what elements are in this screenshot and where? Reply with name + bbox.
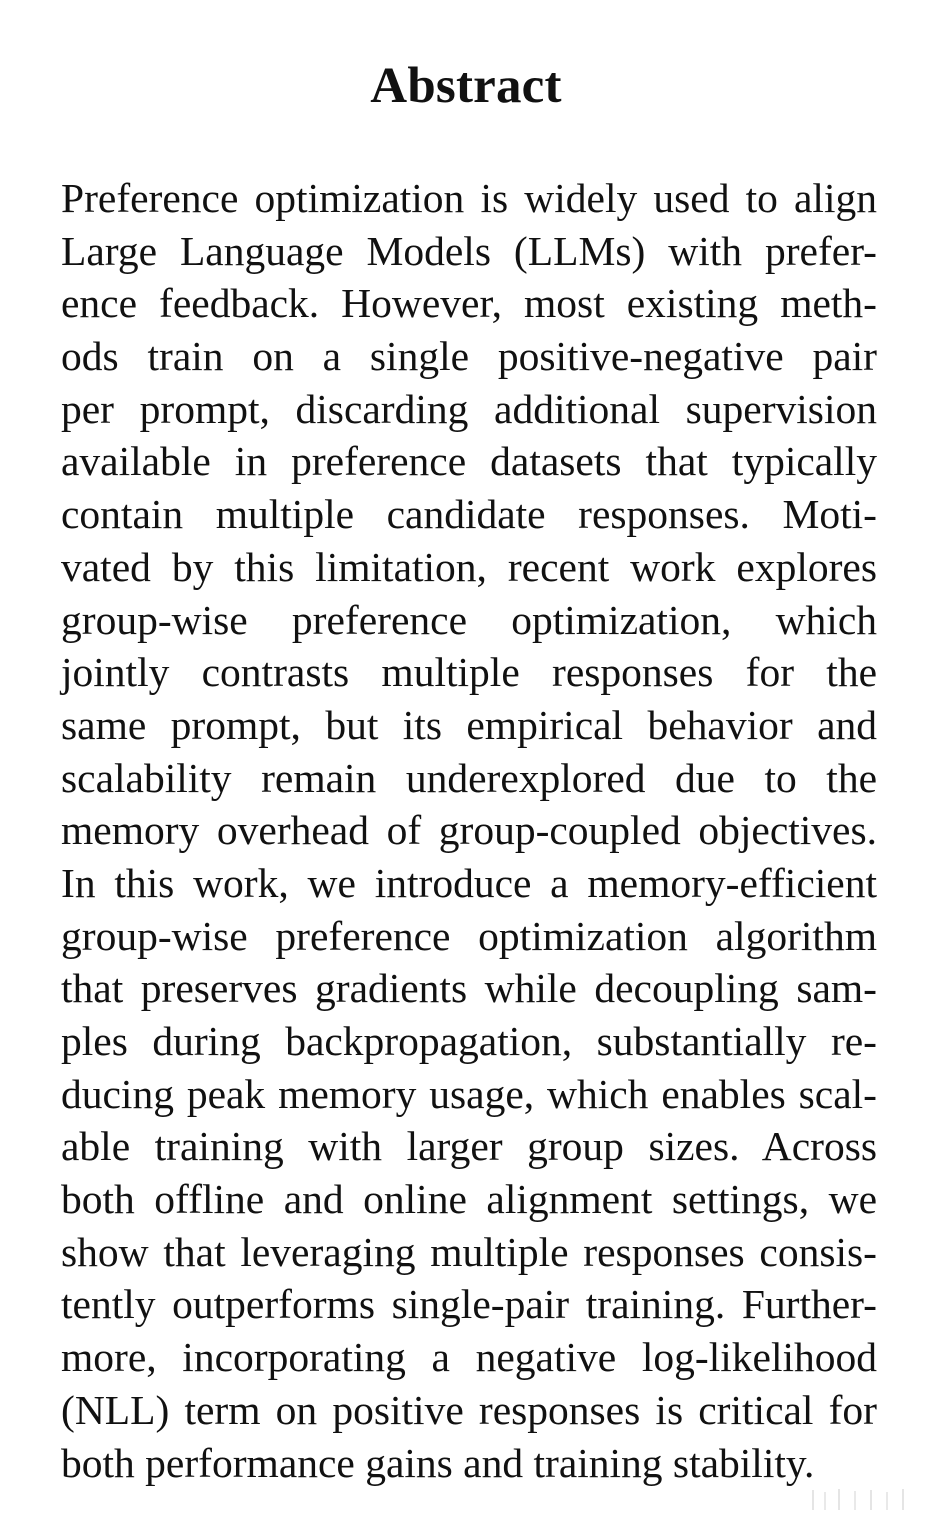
abstract-line: Preference optimization is widely used to align — [61, 175, 877, 221]
abstract-line: ence feedback. However, most existing meth- — [61, 280, 877, 327]
abstract-line: ods train on a single positive-negative pair — [61, 333, 877, 380]
abstract-body — [61, 172, 877, 1489]
abstract-line: same prompt, but its empirical behavior and — [61, 701, 877, 748]
abstract-line: scalability remain underexplored due to the — [61, 754, 877, 801]
abstract-line: both performance gains and training stability. — [61, 1439, 815, 1486]
abstract-line: group-wise preference optimization, which — [61, 596, 877, 643]
abstract-line: memory overhead of group-coupled objectives. — [61, 807, 877, 854]
abstract-heading: Abstract — [370, 58, 562, 114]
abstract-line: available in preference datasets that typically — [61, 438, 877, 485]
abstract-line: jointly contrasts multiple responses for the — [61, 649, 877, 696]
abstract-line: per prompt, discarding additional supervision — [61, 385, 877, 432]
abstract-line: In this work, we introduce a memory-efficient — [61, 859, 877, 906]
abstract-line: group-wise preference optimization algorithm — [61, 912, 877, 959]
abstract-line: both offline and online alignment settings, we — [61, 1176, 877, 1223]
abstract-line: show that leveraging multiple responses consis- — [61, 1228, 877, 1275]
abstract-line: more, incorporating a negative log-likelihood — [61, 1334, 877, 1381]
abstract-line: vated by this limitation, recent work explores — [61, 543, 877, 590]
scan-artifact-mark — [804, 1486, 924, 1514]
abstract-line: tently outperforms single-pair training. Further- — [61, 1281, 877, 1328]
abstract-line: able training with larger group sizes. Across — [61, 1123, 877, 1170]
abstract-line: ducing peak memory usage, which enables scal- — [61, 1070, 877, 1117]
abstract-line: Large Language Models (LLMs) with prefer- — [61, 227, 877, 274]
abstract-line: (NLL) term on positive responses is critical for — [61, 1386, 877, 1433]
abstract-line: contain multiple candidate responses. Moti- — [61, 491, 877, 538]
abstract-line: ples during backpropagation, substantially re- — [61, 1018, 877, 1064]
abstract-line: that preserves gradients while decoupling sam- — [61, 965, 877, 1012]
